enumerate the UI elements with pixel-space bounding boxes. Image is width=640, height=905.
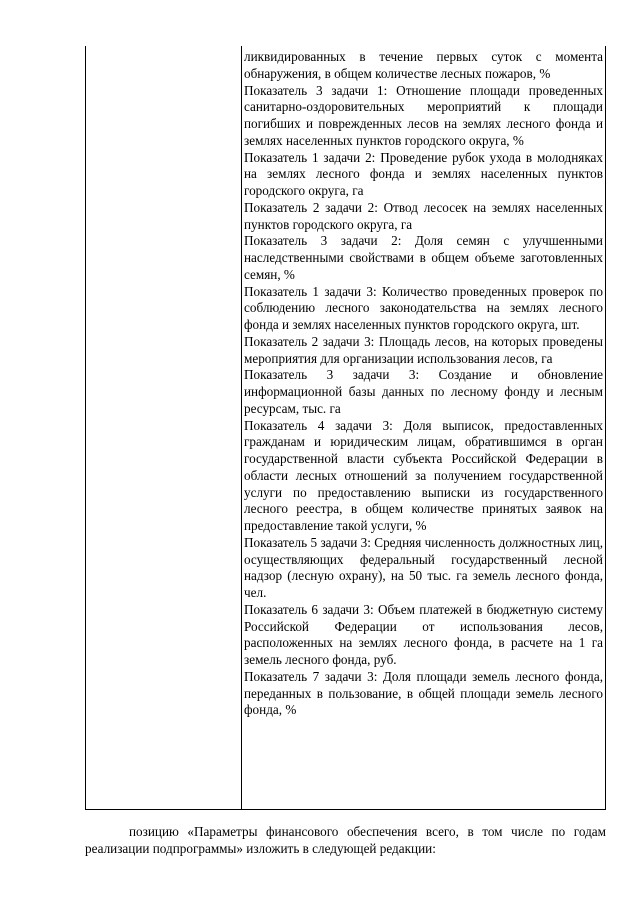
indicator-item: Показатель 3 задачи 2: Доля семян с улучшенными наследственными свойствами в общем объеме заготовленных семян, % [244, 233, 603, 282]
indicator-item: Показатель 6 задачи 3: Объем платежей в бюджетную систему Российской Федерации от использования лесов, расположенных на землях лесного фонда, в расчете на 1 га земель лесного фонда, руб. [244, 601, 603, 667]
indicator-item: Показатель 1 задачи 3: Количество проведенных проверок по соблюдению лесного законодательства на землях лесного фонда и землях населенных пунктов городского округа, шт. [244, 283, 603, 332]
table-right-border [605, 46, 606, 809]
indicators-cell [244, 49, 603, 719]
indicators-table [85, 46, 606, 810]
indicator-item: Показатель 2 задачи 3: Площадь лесов, на которых проведены мероприятия для организации использования лесов, га [244, 333, 603, 366]
column-divider [241, 46, 242, 809]
indicator-item: Показатель 3 задачи 1: Отношение площади проведенных санитарно-оздоровительных мероприятий к площади погибших и поврежденных лесов на землях лесного фонда и землях населенных пунктов городского округа, % [244, 82, 603, 148]
indicator-item: Показатель 4 задачи 3: Доля выписок, предоставленных гражданам и юридическим лицам, обратившимся в орган государственной власти субъекта Российской Федерации в области лесных отношений за получением государственной услуги по предоставлению выписки из государственного лесного реестра, в общем количестве принятых заявок на предоставление такой услуги, % [244, 417, 603, 533]
indicator-item: ликвидированных в течение первых суток с момента обнаружения, в общем количестве лесных пожаров, % [244, 49, 603, 81]
indicator-item: Показатель 5 задачи 3: Средняя численность должностных лиц, осуществляющих федеральный государственный лесной надзор (лесную охрану), на 50 тыс. га земель лесного фонда, чел. [244, 534, 603, 600]
indicator-item: Показатель 2 задачи 2: Отвод лесосек на землях населенных пунктов городского округа, га [244, 199, 603, 232]
indicator-item: Показатель 3 задачи 3: Создание и обновление информационной базы данных по лесному фонду и лесным ресурсам, тыс. га [244, 367, 603, 416]
amendment-paragraph: позицию «Параметры финансового обеспечения всего, в том числе по годам реализации подпрограммы» изложить в следующей редакции: [85, 824, 606, 857]
indicator-item: Показатель 1 задачи 2: Проведение рубок ухода в молодняках на землях лесного фонда и землях населенных пунктов городского округа, га [244, 149, 603, 198]
indicator-item: Показатель 7 задачи 3: Доля площади земель лесного фонда, переданных в пользование, в общей площади земель лесного фонда, % [244, 668, 603, 718]
